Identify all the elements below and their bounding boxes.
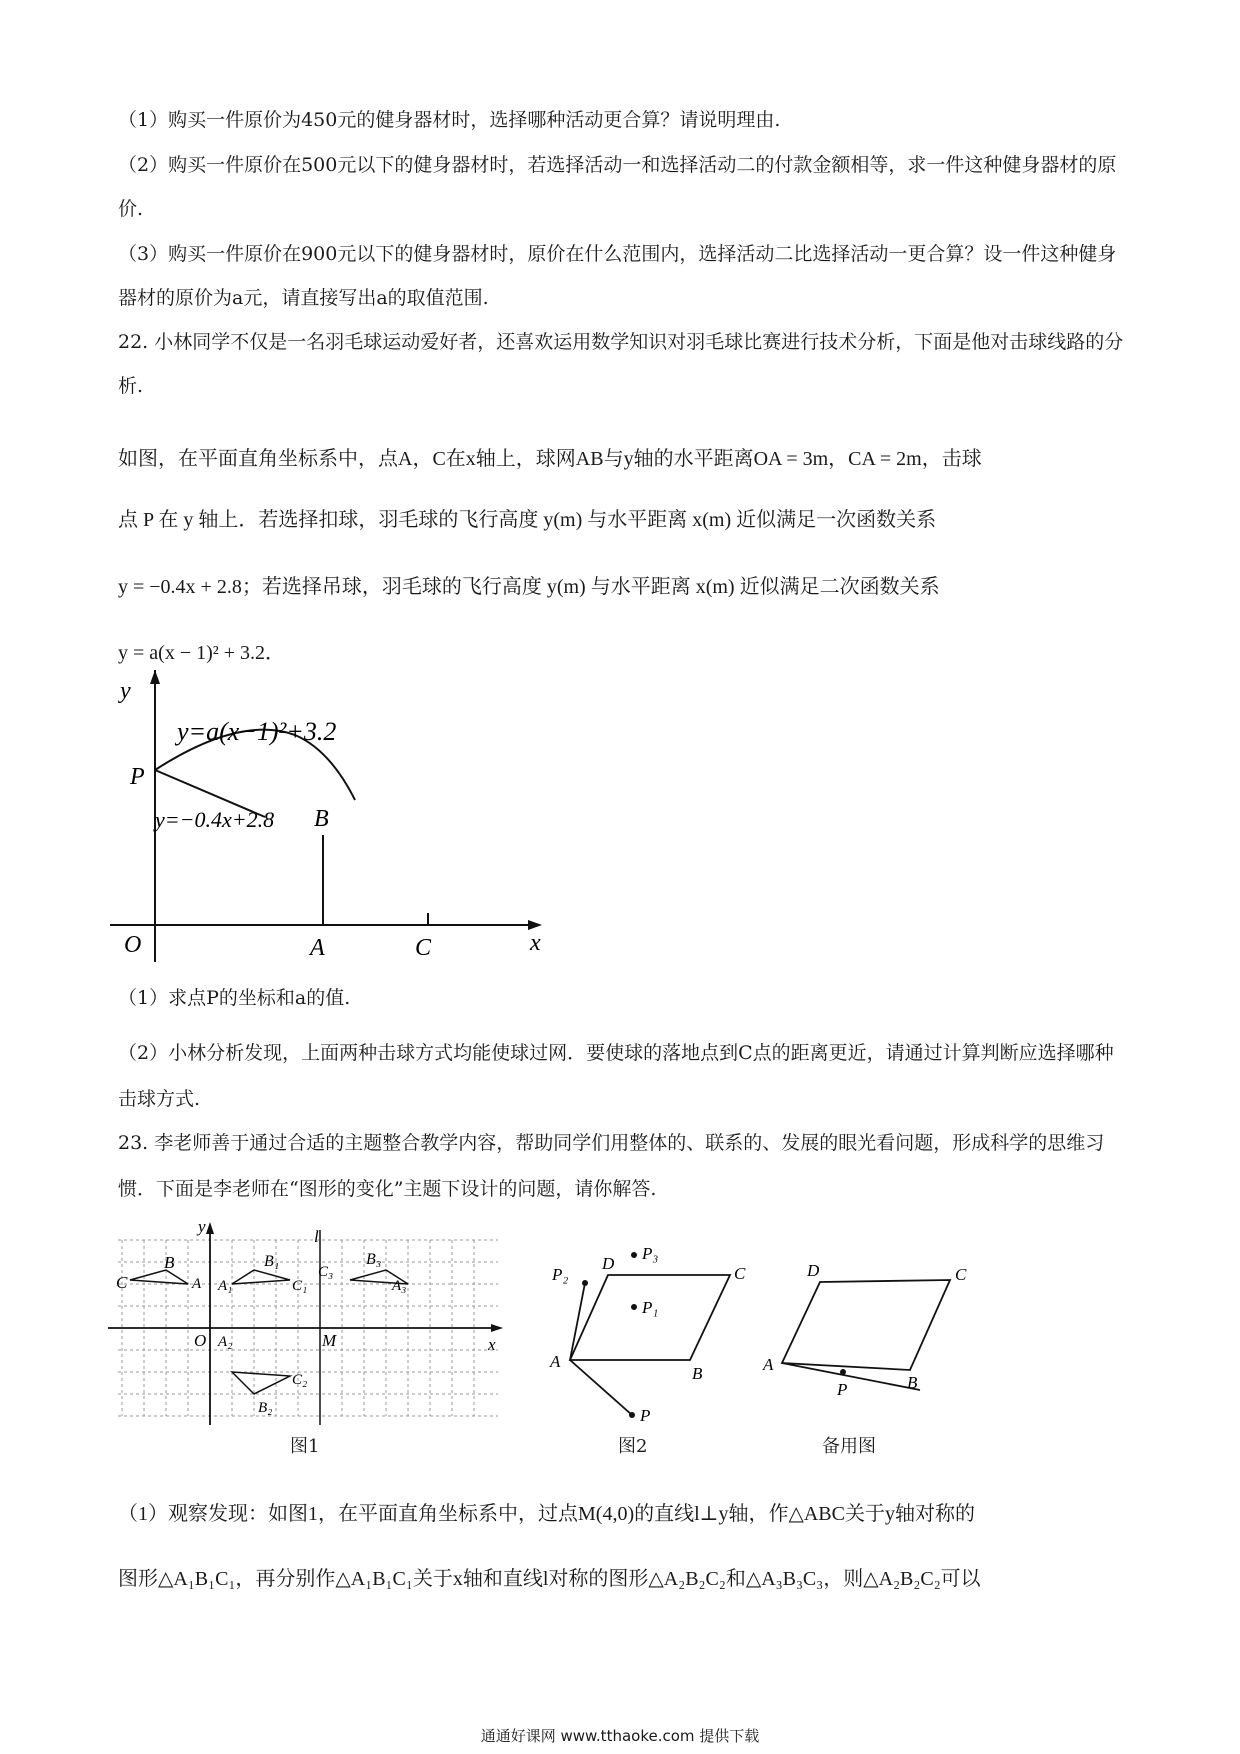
q22-figure — [110, 670, 570, 970]
fig1-label-C: C — [116, 1273, 128, 1292]
point-P1 — [631, 1304, 637, 1310]
fig2-label-B: B — [692, 1364, 703, 1383]
q23-intro: 23. 李老师善于通过合适的主题整合教学内容，帮助同学们用整体的、联系的、发展的眼光看问题，形成科学的思维习惯．下面是李老师在“图形的变化”主题下设计的问题，请你解答. — [118, 1132, 1105, 1200]
fig1-label-A2: A₂ — [218, 1334, 233, 1350]
triangle-A2B2C2 — [232, 1372, 290, 1394]
fig1-label-A: A — [192, 1276, 202, 1292]
q23-observe-line1: （1）观察发现：如图1，在平面直角坐标系中，过点M(4,0)的直线l⊥y轴，作△ABC关于y轴对称的 — [118, 1503, 975, 1525]
fig1-label-B2: B₂ — [258, 1400, 273, 1416]
q22-intro: 22. 小林同学不仅是一名羽毛球运动爱好者，还喜欢运用数学知识对羽毛球比赛进行技术分析，下面是他对击球线路的分析. — [118, 331, 1124, 397]
fig2-label-D: D — [602, 1254, 615, 1273]
label-parabola: y=a(x−1)²+3.2 — [177, 717, 337, 746]
q22-setup-line4: y = a(x − 1)² + 3.2． — [118, 642, 286, 664]
q21-part2: （2）购买一件原价在500元以下的健身器材时，若选择活动一和选择活动二的付款金额相等，求一件这种健身器材的原价. — [118, 154, 1117, 220]
fig1-label-B3: B₃ — [366, 1251, 382, 1268]
fig1-label-l: l — [314, 1227, 319, 1246]
fig2-caption: 图2 — [618, 1436, 648, 1457]
fig1-label-C3: C₃ — [318, 1264, 334, 1280]
q22-setup-line2: 点 P 在 y 轴上．若选择扣球，羽毛球的飞行高度 y(m) 与水平距离 x(m) 近似满足一次函数关系 — [118, 509, 937, 531]
label-line: y=−0.4x+2.8 — [155, 807, 275, 832]
fig2-label-P3: P₃ — [642, 1244, 659, 1263]
label-x: x — [530, 930, 541, 956]
y-axis-arrow — [150, 670, 160, 684]
fig1-label-B1: B₁ — [264, 1253, 280, 1270]
x-axis-arrow — [528, 920, 542, 930]
q22-question2: （2）小林分析发现，上面两种击球方式均能使球过网．要使球的落地点到C点的距离更近，请通过计算判断应选择哪种击球方式. — [118, 1042, 1114, 1110]
q22-question1: （1）求点P的坐标和a的值. — [118, 987, 351, 1009]
fig1-label-A3: A₃ — [392, 1278, 407, 1294]
fig1-y-arrow — [206, 1222, 214, 1234]
footer-source: 通通好课网 www.tthaoke.com 提供下载 — [480, 1727, 760, 1745]
point-P3 — [631, 1252, 637, 1258]
q23-figure1 — [108, 1220, 508, 1425]
fig1-label-B: B — [164, 1253, 175, 1272]
fig2-label-A: A — [550, 1352, 561, 1371]
segment-AP — [570, 1360, 632, 1415]
fig1-label-A1: A₁ — [218, 1278, 233, 1294]
parallelogram-ABCD-backup — [782, 1280, 950, 1370]
fig1-x-arrow — [491, 1324, 503, 1332]
fig2-label-P: P — [640, 1406, 651, 1425]
q22-setup-line3: y = −0.4x + 2.8；若选择吊球，羽毛球的飞行高度 y(m) 与水平距离 x(m) 近似满足二次函数关系 — [118, 576, 940, 598]
fig1-label-y: y — [198, 1220, 206, 1236]
fig3-caption: 备用图 — [822, 1436, 876, 1457]
q23-figure2 — [540, 1225, 760, 1425]
fig3-label-A: A — [763, 1355, 774, 1374]
fig1-caption: 图1 — [290, 1436, 320, 1457]
fig1-label-M: M — [322, 1331, 337, 1350]
fig1-label-C1: C₁ — [292, 1278, 308, 1294]
label-y: y — [120, 678, 131, 704]
fig1-label-O: O — [194, 1331, 207, 1350]
q23-backup-figure — [755, 1250, 985, 1420]
q21-part3: （3）购买一件原价在900元以下的健身器材时，原价在什么范围内，选择活动二比选择活动一更合算？设一件这种健身器材的原价为a元，请直接写出a的取值范围. — [118, 243, 1117, 309]
point-P2 — [582, 1280, 588, 1286]
q22-setup-line1: 如图，在平面直角坐标系中，点A，C在x轴上，球网AB与y轴的水平距离OA = 3m，CA = 2m，击球 — [118, 448, 982, 470]
q23-observe-line2: 图形△A₁B₁C₁，再分别作△A₁B₁C₁关于x轴和直线l对称的图形△A₂B₂C₂和△A₃B₃C₃，则△A₂B₂C₂可以 — [118, 1568, 981, 1590]
fig2-label-P2: P₂ — [552, 1265, 569, 1284]
label-P: P — [130, 764, 145, 790]
fig1-label-x: x — [488, 1335, 496, 1354]
segment-AP2 — [570, 1283, 585, 1360]
triangle-ABC — [130, 1270, 188, 1284]
label-C: C — [415, 935, 432, 961]
label-O: O — [124, 932, 142, 958]
fig3-label-B: B — [907, 1373, 918, 1392]
fig2-label-C: C — [734, 1264, 746, 1283]
point-P — [629, 1412, 635, 1418]
fig3-label-P: P — [837, 1380, 848, 1399]
parallelogram-ABCD — [570, 1275, 730, 1360]
label-A: A — [310, 935, 325, 961]
triangle-A1B1C1 — [232, 1270, 290, 1284]
fig3-label-D: D — [807, 1261, 820, 1280]
point-P-backup — [840, 1369, 846, 1375]
fig2-label-P1: P₁ — [642, 1298, 659, 1317]
fig3-label-C: C — [955, 1265, 967, 1284]
label-B: B — [314, 806, 329, 832]
q21-part1: （1）购买一件原价为450元的健身器材时，选择哪种活动更合算？请说明理由. — [118, 109, 781, 131]
fig1-label-C2: C₂ — [292, 1372, 308, 1388]
